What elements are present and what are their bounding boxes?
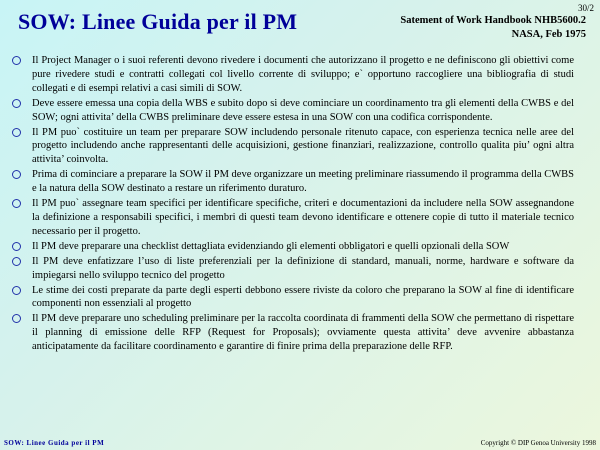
bullet-item: [0, 54, 600, 96]
bullet-text: Il PM puo` costituire un team per preparare SOW includendo personale ritenuto capace, con esperienza tecnica nelle aree del progetto includendo anche rappresentanti delle acquisizioni, gestione finanziari, realizzazione, controllo qualita piu’ ogni altra attivita’ coinvolta.: [32, 126, 574, 166]
circle-bullet-icon: [12, 99, 21, 108]
circle-bullet-icon: [12, 56, 21, 65]
source-line-2: NASA, Feb 1975: [511, 29, 586, 40]
circle-bullet-icon: [12, 199, 21, 208]
bullet-item: [0, 284, 600, 312]
bullet-text: Il PM deve preparare uno scheduling preliminare per la raccolta coordinata di frammenti della SOW che permettano di rispettare il planning di emissione delle RFP (Request for Proposals); ovviamente questa attivita’ deve avvenire abbastanza anticipatamente da facilitare coordinamento e garantire di finire prima della preparazione delle RFP.: [32, 313, 574, 353]
source-reference: [400, 14, 586, 42]
bullet-item: [0, 240, 600, 254]
circle-bullet-icon: [12, 257, 21, 266]
slide-title: SOW: Linee Guida per il PM: [18, 9, 298, 34]
copyright-notice: Copyright © DIP Genoa University 1998: [480, 439, 596, 447]
circle-bullet-icon: [12, 242, 21, 251]
footer-title: SOW: Linee Guida per il PM: [4, 439, 105, 447]
bullet-item: [0, 312, 600, 354]
circle-bullet-icon: [12, 128, 21, 137]
source-line-1: Satement of Work Handbook NHB5600.2: [400, 15, 586, 26]
bullet-item: [0, 197, 600, 239]
bullet-text: Deve essere emessa una copia della WBS e subito dopo si deve cominciare un coordinamento tra gli elementi della CWBS e del SOW; ogni attivita’ della CWBS preliminare deve essere estesa in una SOW con una codifica corrispondente.: [32, 97, 574, 123]
circle-bullet-icon: [12, 170, 21, 179]
bullet-item: [0, 126, 600, 168]
bullet-text: Il PM deve enfatizzare l’uso di liste preferenziali per la definizione di standard, manuali, norme, hardware e software da impiegarsi nello sviluppo tecnico del progetto: [32, 255, 574, 281]
bullet-text: Il PM puo` assegnare team specifici per identificare specifiche, criteri e documentazioni da includere nella SOW assegnandone la definizione a responsabili specifici, i membri di questi team devono identificare e ottenere copie di tutto il materiale tecnico necessario per il progetto.: [32, 198, 574, 237]
bullet-text: Il PM deve preparare una checklist dettagliata evidenziando gli elementi obbligatori e quelli opzionali della SOW: [32, 240, 510, 252]
circle-bullet-icon: [12, 314, 21, 323]
bullet-text: Prima di cominciare a preparare la SOW il PM deve organizzare un meeting preliminare riassumendo il programma della CWBS e la natura della SOW destinato a restare un riferimento duraturo.: [32, 169, 574, 195]
bullet-item: [0, 168, 600, 196]
bullet-list: [0, 54, 600, 355]
bullet-item: [0, 255, 600, 283]
slide-number: 30/2: [577, 3, 594, 13]
bullet-text: Il Project Manager o i suoi referenti devono rivedere i documenti che autorizzano il progetto e ne definiscono gli obiettivi come pure rivedere studi e contratti collegati col livello corrente di sviluppo; e` opportuno raccogliere una bibliografia di studi collegati e di esempi relativi a casi simili di SOW.: [32, 55, 574, 94]
bullet-text: Le stime dei costi preparate da parte degli esperti debbono essere riviste da coloro che preparano la SOW al fine di identificare componenti non essenziali al progetto: [32, 284, 574, 310]
bullet-item: [0, 97, 600, 125]
circle-bullet-icon: [12, 286, 21, 295]
